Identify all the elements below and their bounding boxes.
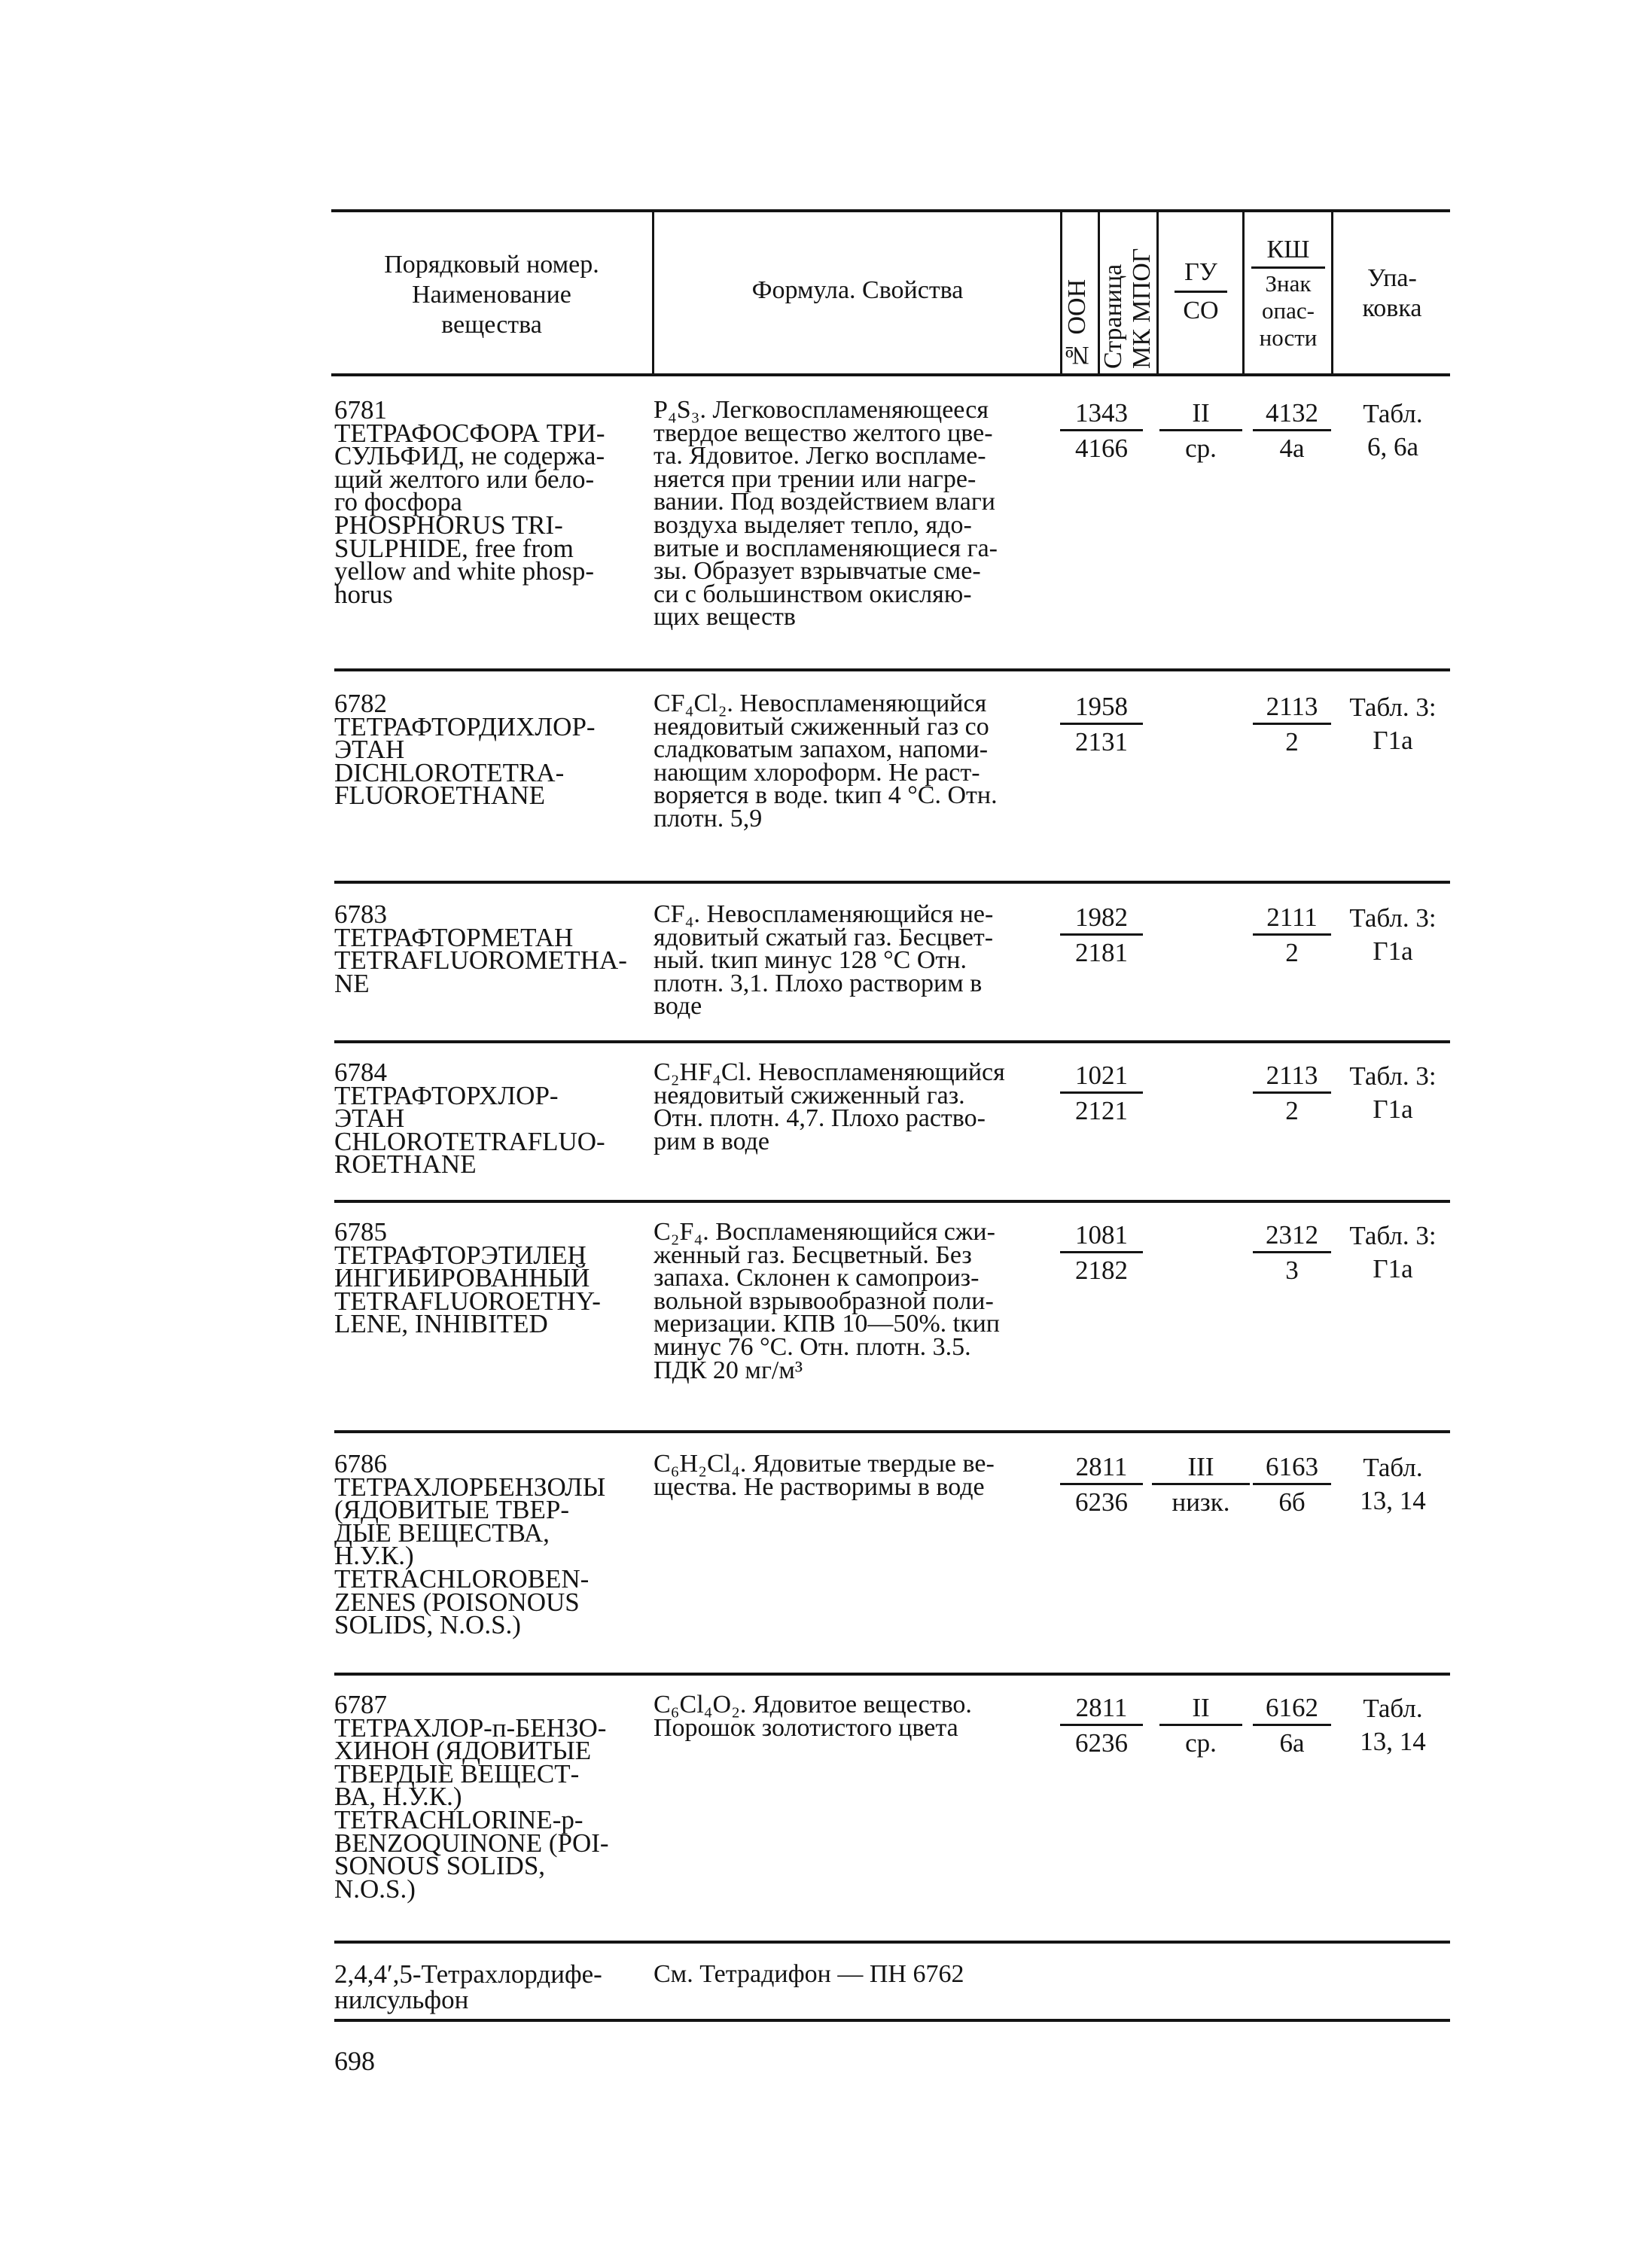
entry-name-line: ЭТАН: [334, 735, 405, 765]
ksh-value: 6163: [1266, 1452, 1318, 1481]
header-text: Упа-: [1367, 264, 1417, 292]
packing-line: Табл.: [1363, 1453, 1423, 1482]
entry-separator: [334, 1200, 1450, 1203]
entry-name-line: TETRAFLUOROETHY-: [334, 1286, 601, 1316]
entry-name-line: го фосфора: [334, 487, 462, 517]
so-value: ср.: [1185, 1728, 1217, 1758]
fraction-bar: [1253, 429, 1331, 431]
header-text: Наименование: [412, 281, 571, 309]
entry-6786-ksh-sign: [1253, 1453, 1331, 1517]
packing-line: Г1а: [1373, 726, 1413, 755]
property-line: ПДК 20 мг/м³: [654, 1356, 803, 1384]
packing-line: Г1а: [1373, 1254, 1413, 1283]
property-line: плотн. 5,9: [654, 804, 763, 833]
packing-line: Табл. 3:: [1349, 1061, 1437, 1091]
entry-6784-un-page: [1060, 1061, 1143, 1125]
gu-value: III: [1187, 1452, 1214, 1481]
entry-number: 6785: [334, 1217, 387, 1247]
entry-name-line: BENZOQUINONE (POI-: [334, 1828, 609, 1858]
packing-line: Г1а: [1373, 1094, 1413, 1124]
property-line: воряется в воде. tкип 4 °С. Отн.: [654, 781, 998, 810]
entry-name-line: ТЕТРАХЛОР-п-БЕНЗО-: [334, 1712, 607, 1743]
header-divider: [1060, 212, 1062, 373]
page-number-ref: 2131: [1075, 727, 1128, 757]
property-line: минус 76 °С. Отн. плотн. 3.5.: [654, 1332, 971, 1361]
fraction-bar: [1253, 933, 1331, 936]
entry-6782-packing: [1333, 691, 1453, 757]
packing-line: Табл. 3:: [1349, 1221, 1437, 1250]
entry-6783-packing: [1333, 902, 1453, 968]
packing-line: 13, 14: [1360, 1727, 1426, 1756]
entry-6784-ksh-sign: [1253, 1061, 1331, 1125]
entry-name-line: SONOUS SOLIDS,: [334, 1851, 546, 1881]
hazard-sign: 6а: [1279, 1728, 1305, 1758]
property-line: P₄S₃. Легковоспламеняющееся: [654, 396, 989, 424]
page-number-ref: 2121: [1075, 1096, 1128, 1125]
entry-name-line: ROETHANE: [334, 1149, 477, 1180]
fraction-bar: [1253, 1483, 1331, 1485]
property-line: C₂F₄. Воспламеняющийся сжи-: [654, 1218, 995, 1246]
entry-name-line: ТЕТРАФТОРЭТИЛЕН: [334, 1240, 587, 1270]
packing-line: Г1а: [1373, 936, 1413, 966]
hazard-sign: 3: [1285, 1256, 1299, 1285]
property-line: Отн. плотн. 4,7. Плохо раство-: [654, 1104, 986, 1133]
entry-6781-un-page: [1060, 399, 1143, 463]
entry-6785-properties: [654, 1218, 1060, 1384]
ksh-value: 2113: [1266, 1061, 1318, 1090]
property-line: ядовитый сжатый газ. Бесцвет-: [654, 923, 994, 951]
entry-6782-ksh-sign: [1253, 693, 1331, 757]
header-name-column: [331, 250, 652, 340]
property-line: неядовитый сжиженный газ со: [654, 712, 989, 741]
ksh-value: 4132: [1266, 398, 1318, 428]
property-line: Порошок золотистого цвета: [654, 1713, 958, 1742]
page-number-ref: 6236: [1075, 1728, 1128, 1758]
packing-line: Табл. 3:: [1349, 903, 1437, 933]
entry-name-line: ВА, Н.У.К.): [334, 1782, 462, 1812]
entry-number: 6786: [334, 1449, 387, 1478]
entry-name-line: ХИНОН (ЯДОВИТЫЕ: [334, 1736, 592, 1766]
header-text: Порядковый номер.: [384, 251, 599, 279]
entry-6781-ksh-sign: [1253, 399, 1331, 463]
property-line: CF₄Cl₂. Невоспламеняющийся: [654, 690, 987, 717]
header-text: СО: [1183, 297, 1219, 324]
header-divider: [1331, 212, 1333, 373]
header-text: опас-: [1262, 297, 1315, 324]
packing-line: 6, 6а: [1366, 432, 1419, 461]
entry-separator: [334, 1941, 1450, 1944]
entry-name-line: Н.У.К.): [334, 1541, 414, 1571]
entry-name-line: 2,4,4′,5-Тетрахлордифе-: [334, 1959, 602, 1989]
entry-name-line: ТЕТРАФОСФОРА ТРИ-: [334, 418, 605, 448]
ksh-value: 2312: [1266, 1220, 1318, 1250]
entry-name-line: PHOSPHORUS TRI-: [334, 510, 563, 540]
un-number: 2811: [1075, 1693, 1128, 1722]
entry-6787-ksh-sign: [1253, 1694, 1331, 1758]
entry-name-line: DICHLOROTETRA-: [334, 757, 565, 787]
hazard-sign: 2: [1285, 727, 1299, 757]
entry-name-line: NE: [334, 968, 370, 998]
entry-6781-properties: [654, 396, 1060, 632]
property-line: щих веществ: [654, 603, 796, 632]
un-number: 1021: [1075, 1061, 1128, 1090]
property-line: витые и воспламеняющиеся га-: [654, 534, 998, 562]
entry-6782-un-page: [1060, 693, 1143, 757]
entry-6786-gu-so: [1152, 1453, 1250, 1517]
property-line: запаха. Склонен к самопроиз-: [654, 1264, 980, 1292]
property-line: C₆H₂Cl₄. Ядовитые твердые ве-: [654, 1450, 995, 1478]
page-number: 698: [334, 2046, 375, 2076]
entry-name-line: FLUOROETHANE: [334, 781, 545, 811]
header-top-rule: [331, 209, 1450, 212]
page-number-ref: 6236: [1075, 1487, 1128, 1517]
entry-name-line: SULPHIDE, free from: [334, 533, 574, 563]
page-number-ref: 4166: [1075, 434, 1128, 463]
fraction-bar: [1060, 933, 1143, 936]
property-line: меризации. КПВ 10—50%. tкип: [654, 1310, 1000, 1338]
property-line: ный. tкип минус 128 °С Отн.: [654, 946, 967, 975]
header-packing-column: [1334, 263, 1450, 324]
entry-name-line: yellow and white phosp-: [334, 556, 595, 586]
property-line: нающим хлороформ. Не раст-: [654, 758, 980, 787]
fraction-bar: [1159, 429, 1242, 431]
property-line: сладковатым запахом, напоми-: [654, 735, 989, 764]
packing-line: Табл.: [1363, 399, 1423, 428]
entry-number: 6783: [334, 900, 387, 929]
entry-6784-name: [334, 1058, 643, 1180]
header-divider: [1156, 212, 1159, 373]
property-line: вании. Под воздействием влаги: [654, 488, 995, 516]
entry-name-line: ИНГИБИРОВАННЫЙ: [334, 1263, 590, 1293]
entry-separator: [334, 1430, 1450, 1433]
header-text: Страница: [1099, 263, 1127, 369]
entry-6782-properties: [654, 690, 1060, 833]
header-divider: [652, 212, 654, 373]
header-text: КШ: [1266, 236, 1310, 263]
header-bottom-rule: [331, 373, 1450, 376]
entry-6787-name: [334, 1690, 643, 1904]
entry-name-line: ДЫЕ ВЕЩЕСТВА,: [334, 1518, 550, 1548]
fraction-bar: [1060, 1483, 1143, 1485]
un-number: 1982: [1075, 903, 1128, 932]
header-text: Формула. Свойства: [751, 276, 964, 304]
entry-number: 6787: [334, 1690, 387, 1719]
header-divider: [1242, 212, 1245, 373]
fraction-bar: [1060, 1251, 1143, 1253]
entry-name-line: ТЕТРАФТОРХЛОР-: [334, 1080, 559, 1110]
entry-number: 6782: [334, 689, 387, 718]
property-line: женный газ. Бесцветный. Без: [654, 1241, 972, 1269]
fraction-bar: [1060, 723, 1143, 725]
packing-line: Табл. 3:: [1349, 693, 1437, 722]
fraction-bar: [1060, 1091, 1143, 1094]
header-fraction-bar: [1175, 291, 1227, 293]
hazard-sign: 6б: [1278, 1487, 1306, 1517]
entry-separator: [334, 1040, 1450, 1043]
entry-name-line: LENE, INHIBITED: [334, 1309, 548, 1339]
entry-name-line: ТЕТРАФТОРМЕТАН: [334, 922, 574, 952]
entry-6784-packing: [1333, 1060, 1453, 1126]
entry-name-line: SOLIDS, N.O.S.): [334, 1610, 521, 1640]
fraction-bar: [1253, 1724, 1331, 1726]
header-text: № ООН: [1063, 279, 1091, 369]
entry-6783-name: [334, 900, 643, 998]
cross-reference-text: [654, 1962, 1060, 1987]
header-text: МК МПОГ: [1128, 248, 1156, 369]
so-value: ср.: [1185, 434, 1217, 463]
property-line: C₆Cl₄O₂. Ядовитое вещество.: [654, 1691, 972, 1719]
entry-number: 6781: [334, 395, 387, 425]
entry-name-line: щий желтого или бело-: [334, 464, 595, 494]
cross-reference-line: См. Тетрадифон — ПН 6762: [654, 1960, 964, 1988]
entry-6781-packing: [1333, 397, 1453, 464]
entry-name-line: (ЯДОВИТЫЕ ТВЕР-: [334, 1495, 570, 1525]
property-line: плотн. 3,1. Плохо растворим в: [654, 969, 983, 997]
packing-line: Табл.: [1363, 1694, 1423, 1723]
property-line: C₂HF₄Cl. Невоспламеняющийся: [654, 1058, 1005, 1086]
entry-6787-gu-so: [1159, 1694, 1242, 1758]
so-value: низк.: [1172, 1487, 1230, 1517]
gu-value: II: [1192, 398, 1210, 428]
entry-name-line: ЭТАН: [334, 1104, 405, 1134]
entry-6784-properties: [654, 1058, 1060, 1155]
header-text: Знак: [1265, 270, 1312, 297]
property-line: воде: [654, 992, 702, 1021]
header-text: ковка: [1362, 294, 1422, 322]
header-ksh-column: [1245, 235, 1331, 352]
entry-6785-packing: [1333, 1219, 1453, 1286]
entry-6781-name: [334, 395, 643, 609]
un-number: 1081: [1075, 1220, 1128, 1250]
fraction-bar: [1253, 723, 1331, 725]
property-line: няется при трении или нагре-: [654, 464, 977, 493]
header-formula-column: [655, 276, 1060, 306]
property-line: щества. Не растворимы в воде: [654, 1472, 985, 1501]
entry-name-line: ZENES (POISONOUS: [334, 1587, 580, 1617]
packing-line: 13, 14: [1360, 1486, 1426, 1515]
page-number-ref: 2181: [1075, 938, 1128, 967]
property-line: зы. Образует взрывчатые сме-: [654, 557, 981, 586]
un-number: 1343: [1075, 398, 1128, 428]
header-gu-so-column: [1159, 257, 1242, 326]
header-text: ГУ: [1184, 258, 1217, 286]
ksh-value: 2111: [1266, 903, 1318, 932]
entry-name-line: N.O.S.): [334, 1874, 416, 1904]
entry-name-line: CHLOROTETRAFLUO-: [334, 1126, 605, 1156]
hazard-sign: 2: [1285, 1096, 1299, 1125]
entry-6787-un-page: [1060, 1694, 1143, 1758]
gu-value: II: [1192, 1693, 1210, 1722]
entry-separator: [334, 881, 1450, 884]
un-number: 2811: [1075, 1452, 1128, 1481]
cross-reference-name: [334, 1959, 643, 2014]
entry-6786-name: [334, 1449, 643, 1640]
property-line: рим в воде: [654, 1127, 769, 1155]
ksh-value: 6162: [1266, 1693, 1318, 1722]
fraction-bar: [1060, 1724, 1143, 1726]
entry-name-line: ТЕТРАФТОРДИХЛОР-: [334, 711, 596, 741]
entry-name-line: TETRAFLUOROMETHA-: [334, 945, 627, 976]
entry-separator: [334, 1673, 1450, 1676]
entry-name-line: TETRACHLOROBEN-: [334, 1563, 590, 1594]
property-line: си с большинством окисляю-: [654, 580, 972, 608]
header-fraction-bar: [1251, 266, 1325, 269]
property-line: CF₄. Невоспламеняющийся не-: [654, 900, 994, 928]
entry-6785-ksh-sign: [1253, 1221, 1331, 1285]
entry-name-line: TETRACHLORINE-p-: [334, 1804, 583, 1834]
entry-6786-properties: [654, 1450, 1060, 1501]
fraction-bar: [1159, 1724, 1242, 1726]
entry-separator: [334, 668, 1450, 671]
hazard-sign: 4а: [1279, 434, 1305, 463]
property-line: та. Ядовитое. Легко воспламе-: [654, 442, 986, 470]
entry-6781-gu-so: [1159, 399, 1242, 463]
entry-6785-name: [334, 1217, 643, 1339]
entry-6786-un-page: [1060, 1453, 1143, 1517]
property-line: твердое вещество желтого цве-: [654, 419, 993, 447]
entry-name-line: horus: [334, 579, 393, 609]
header-text: вещества: [441, 311, 542, 339]
entry-6782-name: [334, 689, 643, 811]
ksh-value: 2113: [1266, 692, 1318, 721]
hazard-sign: 2: [1285, 938, 1299, 967]
property-line: воздуха выделяет тепло, ядо-: [654, 510, 972, 539]
entry-6786-packing: [1333, 1451, 1453, 1518]
entry-name-line: СУЛЬФИД, не содержа-: [334, 441, 605, 471]
bottom-rule: [334, 2019, 1450, 2022]
entry-6783-properties: [654, 900, 1060, 1021]
fraction-bar: [1253, 1251, 1331, 1253]
header-un-number-column: [1063, 218, 1098, 369]
entry-name-line: ТВЕРДЫЕ ВЕЩЕСТ-: [334, 1758, 580, 1789]
property-line: неядовитый сжиженный газ.: [654, 1081, 965, 1110]
entry-name-line: нилсульфон: [334, 1985, 469, 2014]
property-line: вольной взрывообразной поли-: [654, 1286, 994, 1315]
fraction-bar: [1253, 1091, 1331, 1094]
entry-6787-packing: [1333, 1692, 1453, 1758]
entry-name-line: ТЕТРАХЛОРБЕНЗОЛЫ: [334, 1472, 606, 1502]
header-page-column: [1099, 218, 1156, 369]
entry-6785-un-page: [1060, 1221, 1143, 1285]
un-number: 1958: [1075, 692, 1128, 721]
page-number-ref: 2182: [1075, 1256, 1128, 1285]
fraction-bar: [1060, 429, 1143, 431]
header-text: ности: [1259, 324, 1318, 351]
entry-6783-un-page: [1060, 903, 1143, 967]
fraction-bar: [1152, 1483, 1250, 1485]
entry-number: 6784: [334, 1058, 387, 1087]
entry-6787-properties: [654, 1691, 1060, 1742]
entry-6783-ksh-sign: [1253, 903, 1331, 967]
